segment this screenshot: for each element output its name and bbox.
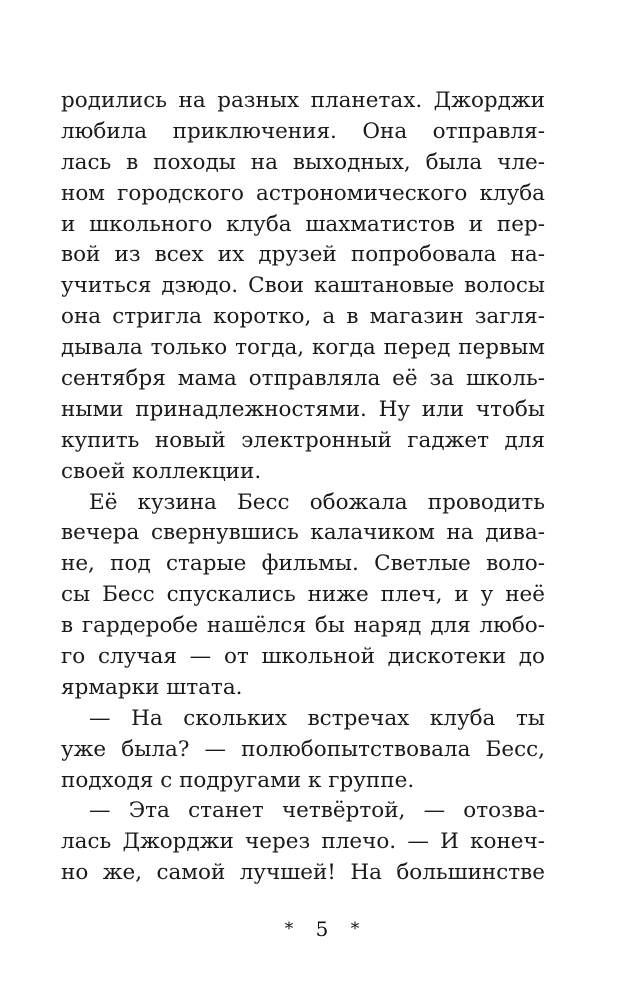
text-line: ном городского астрономического клуба (61, 180, 545, 206)
text-line: го случая — от школьной дискотеки до (61, 644, 545, 670)
text-line: дывала только тогда, когда перед первым (61, 335, 545, 361)
text-line: лась в походы на выходных, была чле- (61, 149, 545, 175)
text-line: ными принадлежностями. Ну или чтобы (61, 396, 545, 422)
text-line: и школьного клуба шахматистов и пер- (61, 211, 545, 237)
text-line: но же, самой лучшей! На большинстве (61, 860, 545, 886)
left-star-ornament: * (284, 918, 294, 939)
text-line: Её кузина Бесс обожала проводить (89, 489, 545, 515)
text-line: сы Бесс спускались ниже плеч, и у неё (61, 582, 545, 608)
text-line: родились на разных планетах. Джорджи (61, 88, 545, 113)
body-text (61, 86, 545, 889)
text-line: уже была? — полюбопытствовала Бесс, (61, 736, 545, 762)
page-footer (0, 914, 644, 942)
text-line: ярмарки штата. (61, 674, 243, 700)
text-line: она стригла коротко, а в магазин загля- (61, 304, 545, 330)
text-line: сентября мама отправляла её за школь- (61, 366, 545, 392)
text-line: подходя с подругами к группе. (61, 767, 415, 793)
text-line: не, под старые фильмы. Светлые воло- (61, 551, 545, 577)
text-line: своей коллекции. (61, 458, 262, 484)
text-line: в гардеробе нашёлся бы наряд для любо- (61, 613, 545, 639)
text-line: купить новый электронный гаджет для (61, 427, 545, 453)
text-line: — На скольких встречах клуба ты (89, 705, 545, 731)
page-number: 5 (315, 916, 329, 941)
text-line: учиться дзюдо. Свои каштановые волосы (61, 273, 545, 299)
text-line: вой из всех их друзей попробовала на- (61, 242, 545, 268)
right-star-ornament: * (350, 918, 360, 939)
text-line: вечера свернувшись калачиком на дива- (61, 520, 545, 546)
text-line: любила приключения. Она отправля- (61, 118, 545, 144)
text-line: — Эта станет четвёртой, — отозва- (89, 798, 545, 824)
text-line: лась Джорджи через плечо. — И конеч- (61, 829, 545, 855)
